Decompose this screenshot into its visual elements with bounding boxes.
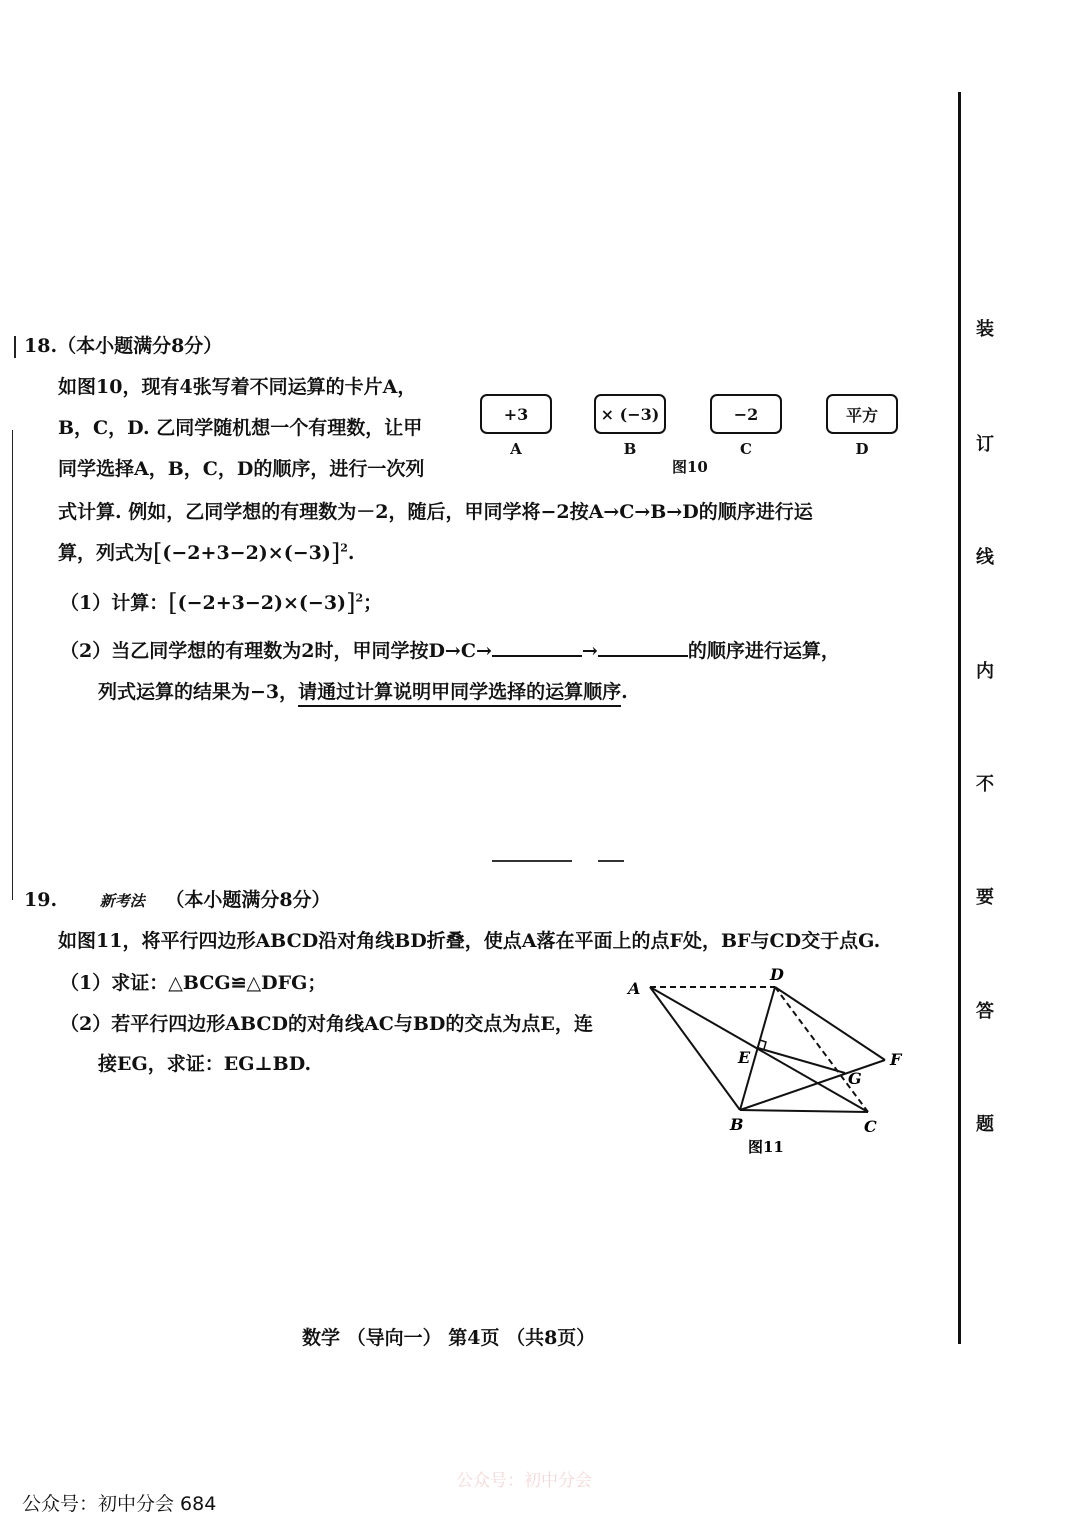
point-label-a: A	[628, 979, 641, 998]
question-header	[24, 885, 331, 912]
right-angle-mark	[760, 1040, 766, 1049]
card-b	[594, 394, 666, 434]
binding-char: 订	[976, 434, 994, 455]
segment-eg	[758, 1048, 845, 1073]
stem-line: 如图10，现有4张写着不同运算的卡片A，	[58, 376, 417, 398]
binding-char: 题	[976, 1114, 994, 1135]
point-label-b: B	[730, 1115, 744, 1134]
underlined-instruction: 请通过计算说明甲同学选择的运算顺序	[298, 681, 621, 707]
answer-blank[interactable]	[598, 637, 688, 657]
card-letter: D	[855, 440, 869, 458]
card-c	[710, 394, 782, 434]
answer-blank[interactable]	[492, 637, 582, 657]
part-suffix: 的顺序进行运算，	[687, 640, 840, 662]
card-d	[826, 394, 898, 434]
stem-line: B，C，D. 乙同学随机想一个有理数，让甲	[58, 417, 423, 439]
page-footer: 数学 （导向一） 第4页 （共8页）	[302, 1327, 596, 1349]
segment-bf	[740, 1060, 885, 1110]
part-2-line2	[98, 677, 628, 704]
binding-char: 线	[976, 547, 994, 568]
card-letter: C	[740, 440, 752, 458]
part-1: （1）计算：$[(-2+3-2)\times(-3)]^2$；	[60, 589, 383, 617]
scan-mark	[598, 860, 624, 862]
card-face: +3	[503, 404, 529, 424]
question-score: （本小题满分8分）	[165, 889, 331, 911]
part-2: （2）若平行四边形ABCD的对角线AC与BD的交点为点E，连	[60, 1013, 593, 1035]
expression: (−2+3−2)×(−3)	[162, 542, 331, 564]
stem-line: 式计算. 例如，乙同学想的有理数为－2，随后，甲同学将−2按A→C→B→D的顺序进行运	[58, 501, 813, 523]
card-face: −2	[733, 404, 759, 424]
point-label-c: C	[864, 1117, 877, 1136]
stem-line: 如图11，将平行四边形ABCD沿对角线BD折叠，使点A落在平面上的点F处，BF与CD交于点G.	[58, 930, 881, 952]
segment-bc	[740, 1110, 868, 1112]
card-face: × (−3)	[600, 404, 660, 424]
part-2-line2: 接EG，求证：EG⊥BD.	[98, 1053, 312, 1075]
stem-line: 算，列式为$[(-2+3-2)\times(-3)]^2$.	[58, 539, 355, 567]
binding-line	[958, 92, 961, 1344]
point-label-g: G	[848, 1069, 862, 1088]
part-2	[60, 636, 840, 663]
question-number: 18.	[24, 335, 58, 357]
scan-mark	[492, 860, 572, 862]
segment-ac	[650, 987, 868, 1112]
card-letter: B	[623, 440, 637, 458]
card-a	[480, 394, 552, 434]
binding-char: 内	[976, 661, 994, 682]
binding-char: 不	[976, 774, 994, 795]
part-prefix: （1）计算：	[60, 592, 169, 614]
watermark: 公众号：初中分会	[456, 1471, 592, 1491]
part-1: （1）求证：△BCG≌△DFG；	[60, 972, 327, 994]
scan-mark	[12, 430, 13, 900]
figure-11	[620, 960, 920, 1160]
card-face: 平方	[845, 405, 878, 425]
binding-char: 装	[976, 319, 994, 340]
card-letter: A	[510, 440, 522, 458]
arrow: →	[581, 640, 598, 662]
binding-char: 答	[976, 1001, 994, 1022]
expression: (−2+3−2)×(−3)	[177, 592, 347, 614]
stem-line: 同学选择A，B，C，D的顺序，进行一次列	[58, 458, 425, 480]
point-label-e: E	[738, 1048, 751, 1067]
question-score: （本小题满分8分）	[57, 335, 223, 357]
stem-prefix: 算，列式为	[58, 542, 154, 564]
footer-mark: 公众号：初中分会 684	[22, 1493, 217, 1515]
point-label-d: D	[770, 965, 784, 984]
part-text: 列式运算的结果为−3，	[98, 681, 299, 703]
period: .	[621, 681, 628, 703]
question-number: 19.	[24, 889, 58, 911]
segment-df	[775, 987, 885, 1060]
binding-char: 要	[976, 887, 994, 908]
point-label-f: F	[890, 1050, 902, 1069]
question-header	[24, 331, 222, 358]
part-prefix: （2）当乙同学想的有理数为2时，甲同学按D→C→	[60, 640, 492, 662]
scan-mark	[14, 336, 16, 358]
figure-caption: 图10	[672, 458, 708, 476]
segment-ab	[650, 987, 740, 1110]
question-tag: 新考法	[99, 892, 145, 910]
figure-caption: 图11	[748, 1138, 784, 1156]
